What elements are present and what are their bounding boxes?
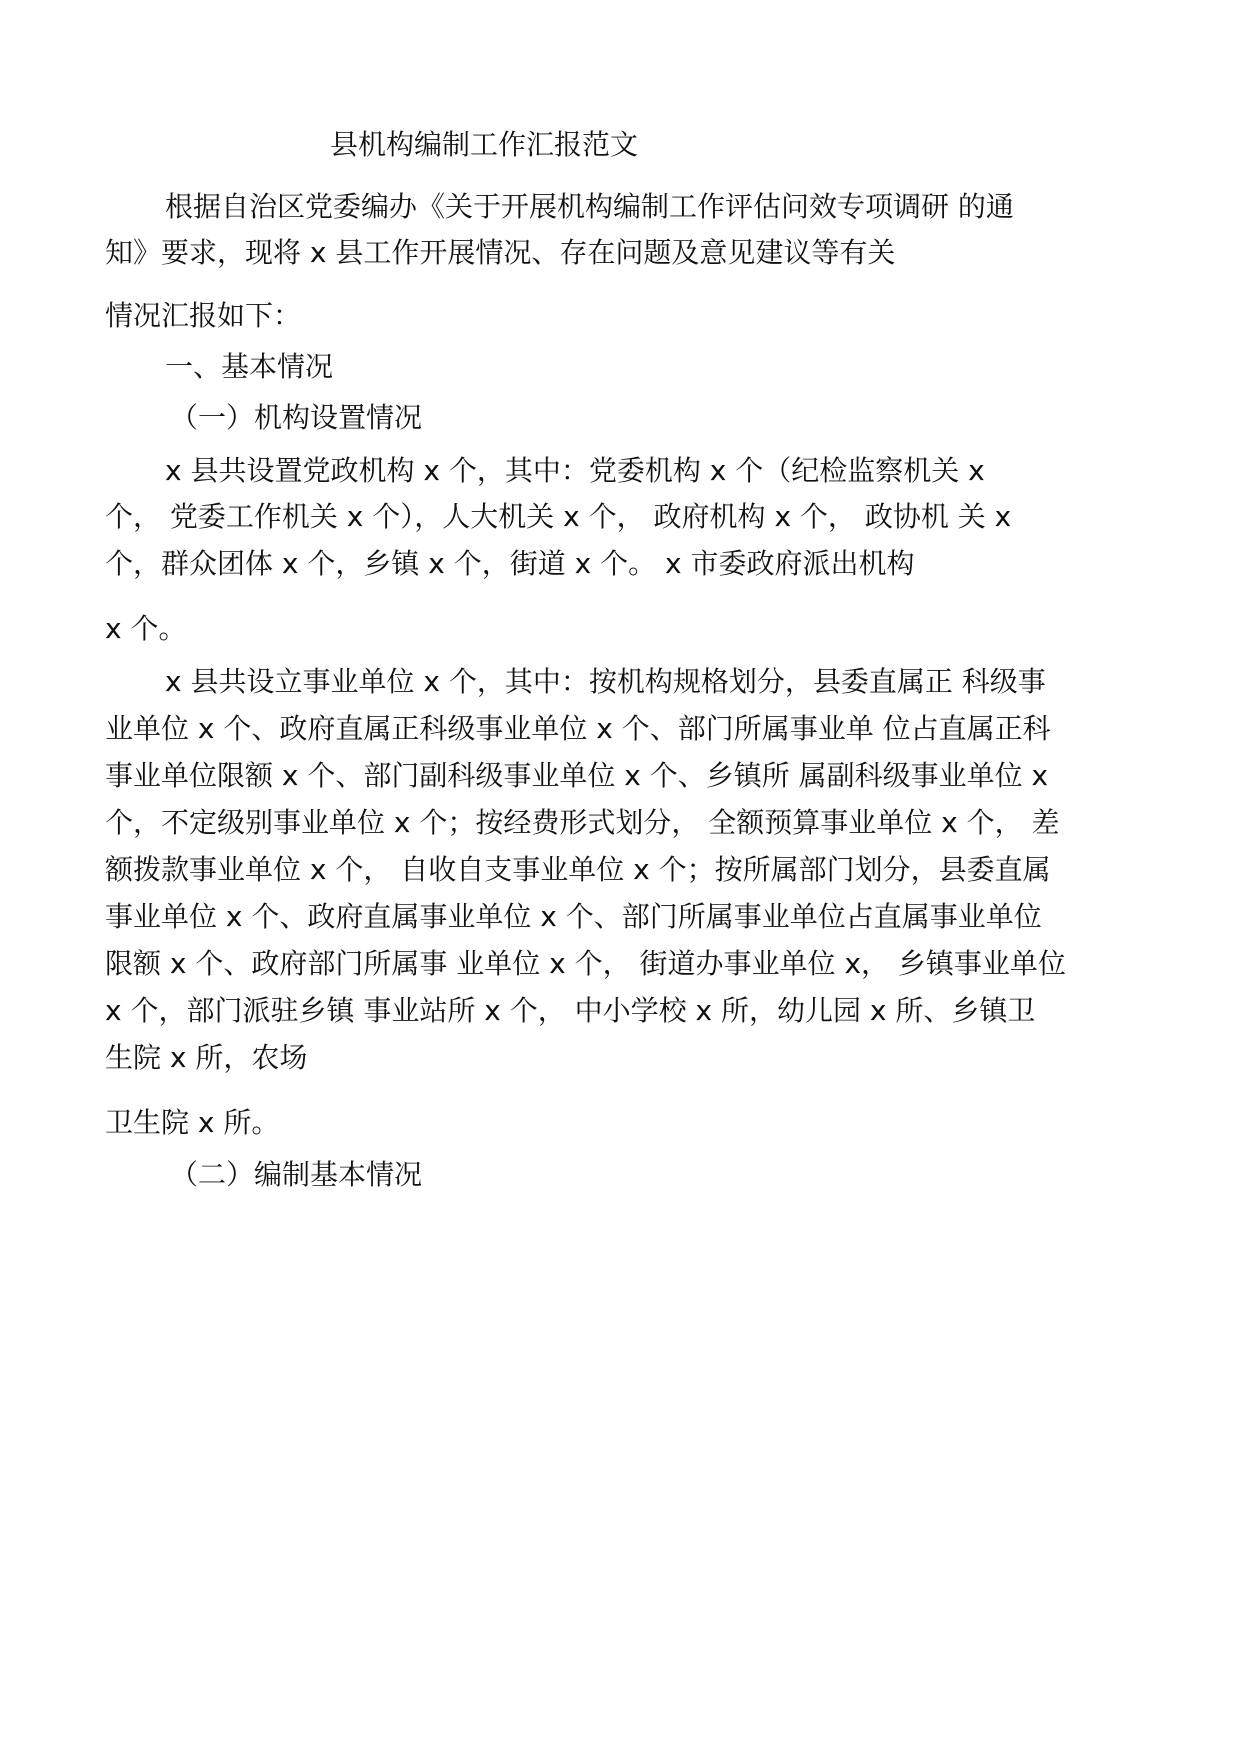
paragraph-line: x 个。 bbox=[105, 612, 187, 645]
document-title: 县机构编制工作汇报范文 bbox=[330, 128, 639, 161]
paragraph-line: 个，群众团体 x 个，乡镇 x 个，街道 x 个。 x 市委政府派出机构 bbox=[105, 547, 915, 580]
subsection-heading: （一）机构设置情况 bbox=[170, 401, 423, 434]
section-heading: 一、基本情况 bbox=[165, 350, 334, 383]
paragraph-line: 限额 x 个、政府部门所属事 业单位 x 个， 街道办事业单位 x， 乡镇事业单位 bbox=[105, 947, 1066, 980]
paragraph-line: x 县共设置党政机构 x 个，其中：党委机构 x 个（纪检监察机关 x bbox=[165, 454, 985, 487]
intro-line: 知》要求，现将 x 县工作开展情况、存在问题及意见建议等有关 bbox=[105, 236, 896, 269]
paragraph-line: 个， 党委工作机关 x 个），人大机关 x 个， 政府机构 x 个， 政协机 关 x bbox=[105, 500, 1012, 533]
subsection-heading: （二）编制基本情况 bbox=[170, 1158, 423, 1191]
paragraph-line: 额拨款事业单位 x 个， 自收自支事业单位 x 个；按所属部门划分，县委直属 bbox=[105, 853, 1051, 886]
intro-line: 情况汇报如下： bbox=[105, 299, 302, 332]
paragraph-line: x 县共设立事业单位 x 个，其中：按机构规格划分，县委直属正 科级事 bbox=[165, 665, 1046, 698]
paragraph-line: 事业单位 x 个、政府直属事业单位 x 个、部门所属事业单位占直属事业单位 bbox=[105, 900, 1042, 933]
paragraph-line: 业单位 x 个、政府直属正科级事业单位 x 个、部门所属事业单 位占直属正科 bbox=[105, 712, 1051, 745]
paragraph-line: 卫生院 x 所。 bbox=[105, 1106, 280, 1139]
paragraph-line: x 个，部门派驻乡镇 事业站所 x 个， 中小学校 x 所，幼儿园 x 所、乡镇卫 bbox=[105, 994, 1036, 1027]
paragraph-line: 事业单位限额 x 个、部门副科级事业单位 x 个、乡镇所 属副科级事业单位 x bbox=[105, 759, 1049, 792]
intro-line: 根据自治区党委编办《关于开展机构编制工作评估问效专项调研 的通 bbox=[165, 190, 1014, 223]
paragraph-line: 个，不定级别事业单位 x 个；按经费形式划分， 全额预算事业单位 x 个， 差 bbox=[105, 806, 1060, 839]
paragraph-line: 生院 x 所，农场 bbox=[105, 1041, 308, 1074]
